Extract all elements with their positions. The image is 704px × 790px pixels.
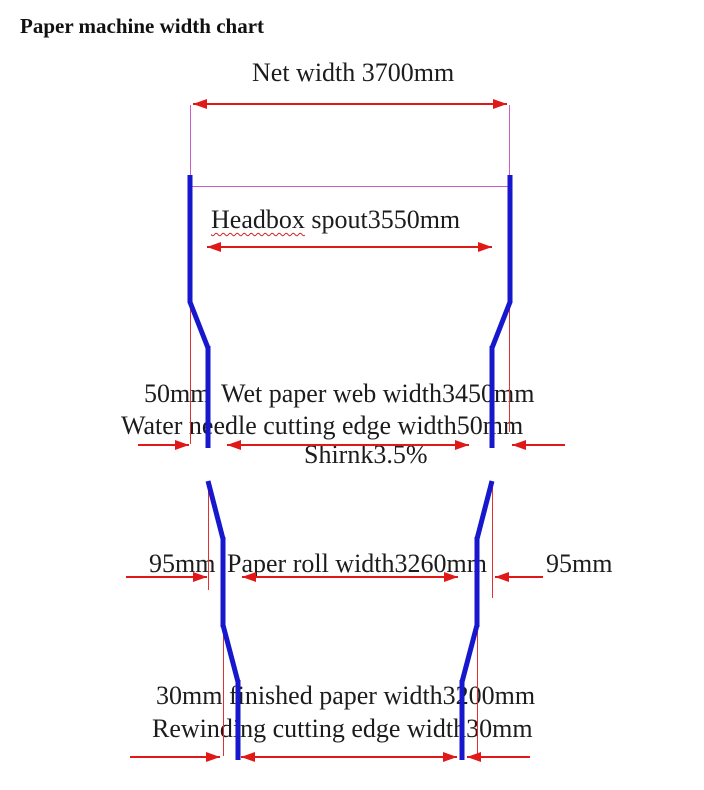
headbox-word: Headbox <box>211 205 305 234</box>
net-width-label: Net width 3700mm <box>252 58 455 87</box>
edge-left-taper1 <box>190 302 208 348</box>
headbox-spout-label <box>211 205 460 235</box>
chart-title: Paper machine width chart <box>20 14 265 38</box>
edge-right-taper3 <box>462 625 477 682</box>
trim-50mm-label: 50mm <box>144 379 211 408</box>
shrink-label: Shirnk3.5% <box>304 440 428 469</box>
edge-left-taper2 <box>208 481 223 539</box>
paper-roll-label: Paper roll width3260mm <box>227 549 487 578</box>
trim-95mm-left-label: 95mm <box>149 549 216 578</box>
trim-95mm-right-label: 95mm <box>546 549 613 578</box>
wet-paper-web-label: Wet paper web width3450mm <box>221 379 535 408</box>
edge-right-taper2 <box>477 481 492 539</box>
finished-paper-label: 30mm finished paper width3200mm <box>156 681 536 710</box>
rewinding-edge-label: Rewinding cutting edge width30mm <box>152 714 533 743</box>
edge-left-taper3 <box>223 625 238 682</box>
headbox-rest: spout3550mm <box>304 205 461 234</box>
edge-right-taper1 <box>492 302 510 348</box>
water-needle-label: Water needle cutting edge width50mm <box>121 411 524 440</box>
